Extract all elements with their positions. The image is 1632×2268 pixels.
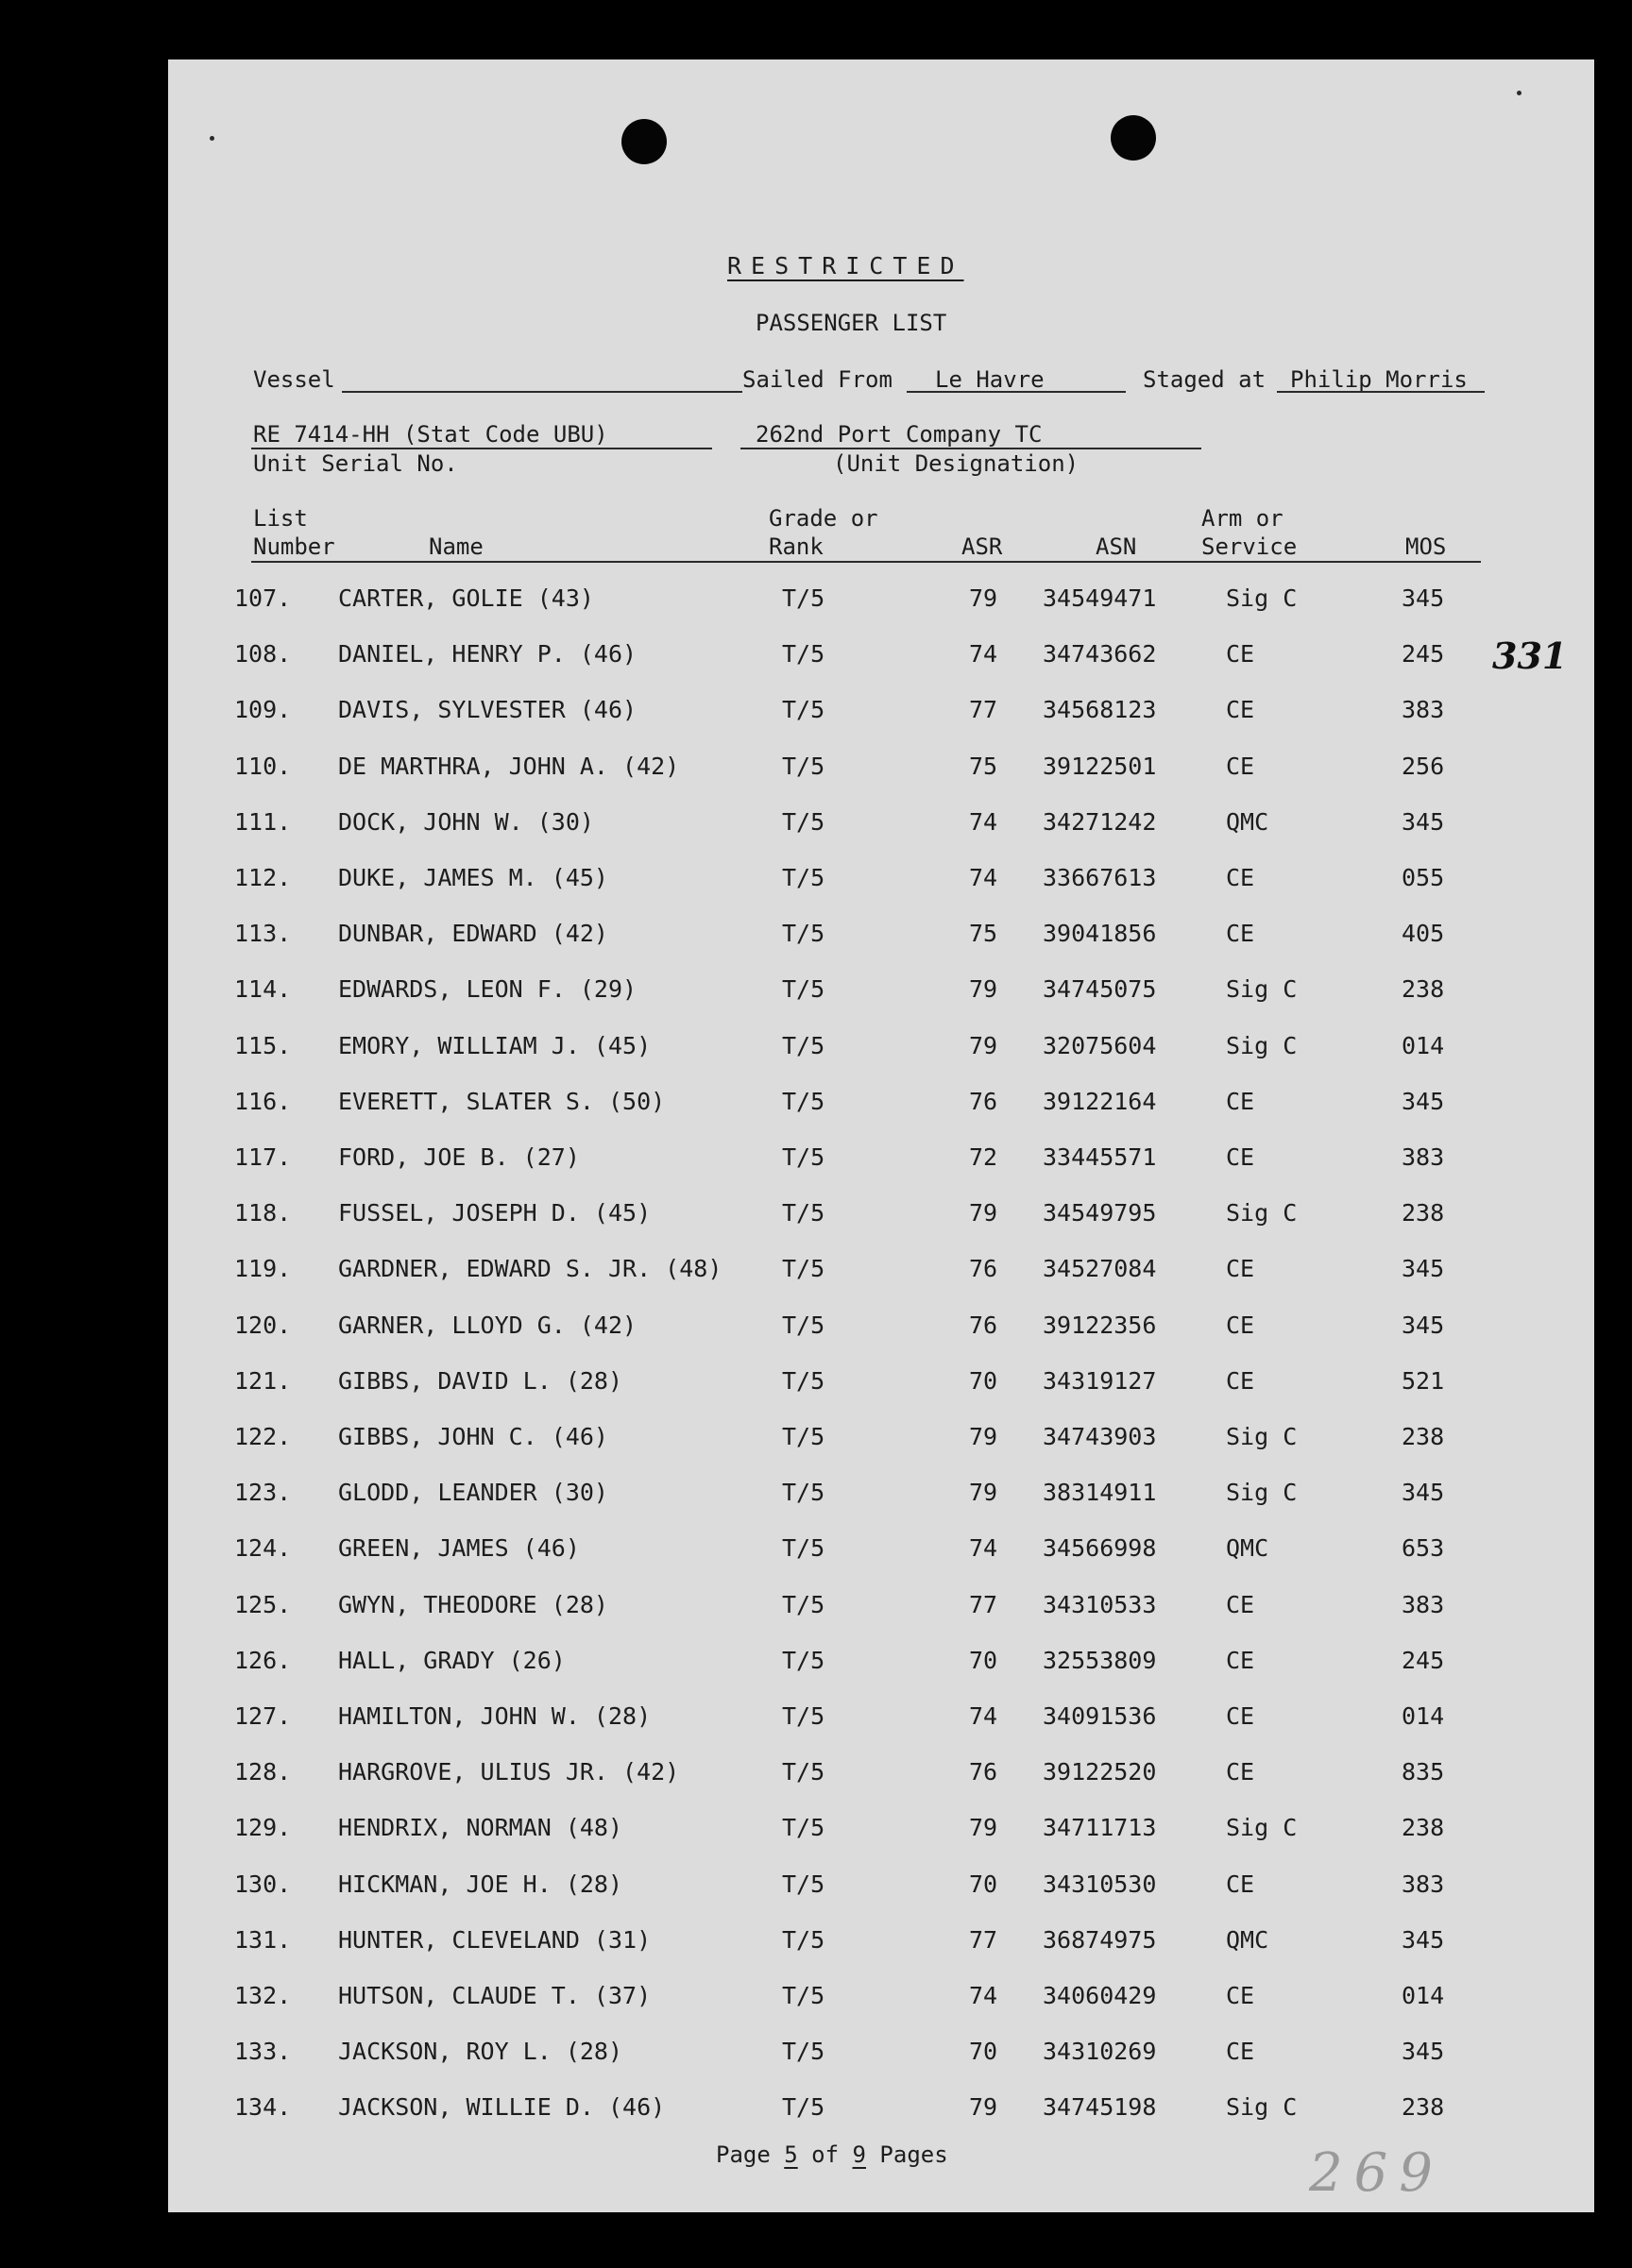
col-name: Name [429,533,484,560]
table-row [0,918,1632,950]
cell-asr: 70 [969,1870,998,1898]
table-row [0,694,1632,726]
cell-grade: T/5 [782,1423,825,1450]
cell-asr: 70 [969,1366,998,1395]
cell-asr: 77 [969,696,998,724]
cell-grade: T/5 [782,1925,825,1954]
table-row [0,2036,1632,2068]
cell-arm: CE [1226,864,1255,891]
cell-asn: 34745198 [1043,2093,1157,2122]
cell-mos: 345 [1402,1311,1445,1339]
cell-grade: T/5 [782,1646,825,1674]
cell-arm: CE [1226,1758,1255,1786]
cell-asn: 33445571 [1043,1143,1157,1171]
cell-arm: Sig C [1226,1814,1298,1842]
table-row [0,1030,1632,1062]
cell-name: DANIEL, HENRY P. (46) [338,640,638,669]
cell-asr: 76 [969,1758,998,1786]
cell-num: 133. [234,2038,292,2066]
cell-arm: CE [1226,2038,1255,2066]
cell-mos: 653 [1402,1534,1445,1563]
table-row [0,862,1632,894]
cell-num: 126. [234,1646,292,1674]
table-row [0,1980,1632,2012]
cell-arm: Sig C [1226,975,1298,1004]
table-row [0,2091,1632,2124]
cell-asn: 39122164 [1043,1087,1157,1115]
cell-grade: T/5 [782,1143,825,1171]
col-mos: MOS [1405,533,1447,560]
cell-name: HICKMAN, JOE H. (28) [338,1870,623,1898]
cell-asn: 34549471 [1043,584,1157,612]
cell-name: HALL, GRADY (26) [338,1646,566,1674]
cell-num: 108. [234,640,292,669]
cell-mos: 345 [1402,1479,1445,1507]
cell-name: FUSSEL, JOSEPH D. (45) [338,1199,652,1227]
table-row [0,806,1632,838]
cell-asr: 77 [969,1590,998,1618]
table-row [0,1869,1632,1901]
cell-num: 130. [234,1870,292,1898]
cell-mos: 345 [1402,1925,1445,1954]
cell-name: DUNBAR, EDWARD (42) [338,920,608,948]
cell-grade: T/5 [782,975,825,1004]
cell-asn: 34743662 [1043,640,1157,669]
document-title: PASSENGER LIST [756,310,947,336]
cell-num: 121. [234,1366,292,1395]
cell-num: 128. [234,1758,292,1786]
cell-arm: CE [1226,1702,1255,1730]
sailed-from-label: Sailed From [742,366,892,393]
cell-num: 125. [234,1590,292,1618]
cell-asn: 34527084 [1043,1255,1157,1283]
cell-num: 114. [234,975,292,1004]
cell-name: DAVIS, SYLVESTER (46) [338,696,638,724]
col-list-number-line1: List [253,505,308,532]
cell-name: GIBBS, DAVID L. (28) [338,1366,623,1395]
unit-serial-label: Unit Serial No. [253,450,458,477]
cell-mos: 835 [1402,1758,1445,1786]
cell-asr: 79 [969,584,998,612]
cell-name: GWYN, THEODORE (28) [338,1590,608,1618]
cell-asn: 34310533 [1043,1590,1157,1618]
cell-asr: 76 [969,1087,998,1115]
cell-mos: 238 [1402,2093,1445,2122]
cell-mos: 256 [1402,752,1445,780]
cell-num: 132. [234,1982,292,2009]
cell-mos: 521 [1402,1366,1445,1395]
cell-name: HUTSON, CLAUDE T. (37) [338,1982,652,2009]
cell-num: 119. [234,1255,292,1283]
table-row [0,1532,1632,1565]
cell-asr: 75 [969,920,998,948]
cell-grade: T/5 [782,696,825,724]
cell-asr: 72 [969,1143,998,1171]
cell-num: 113. [234,920,292,948]
cell-arm: QMC [1226,1925,1269,1954]
cell-asr: 76 [969,1311,998,1339]
cell-mos: 345 [1402,2038,1445,2066]
table-row [0,1477,1632,1509]
cell-mos: 345 [1402,1087,1445,1115]
cell-grade: T/5 [782,864,825,891]
cell-mos: 014 [1402,1982,1445,2009]
cell-asr: 76 [969,1255,998,1283]
cell-name: GARDNER, EDWARD S. JR. (48) [338,1255,722,1283]
cell-grade: T/5 [782,1702,825,1730]
cell-mos: 345 [1402,807,1445,836]
page-total: 9 [852,2141,866,2168]
cell-name: FORD, JOE B. (27) [338,1143,580,1171]
cell-asn: 36874975 [1043,1925,1157,1954]
cell-mos: 055 [1402,864,1445,891]
cell-asn: 39122356 [1043,1311,1157,1339]
cell-mos: 383 [1402,1870,1445,1898]
cell-asr: 74 [969,1534,998,1563]
cell-asr: 79 [969,1031,998,1059]
cell-arm: CE [1226,696,1255,724]
cell-arm: QMC [1226,807,1269,836]
cell-arm: CE [1226,920,1255,948]
cell-arm: Sig C [1226,1479,1298,1507]
cell-name: CARTER, GOLIE (43) [338,584,594,612]
cell-name: EMORY, WILLIAM J. (45) [338,1031,652,1059]
cell-asr: 77 [969,1925,998,1954]
cell-grade: T/5 [782,1982,825,2009]
table-row [0,1197,1632,1229]
cell-num: 134. [234,2093,292,2122]
cell-name: HAMILTON, JOHN W. (28) [338,1702,652,1730]
cell-asr: 74 [969,640,998,669]
cell-arm: CE [1226,752,1255,780]
table-row [0,1142,1632,1174]
cell-name: GARNER, LLOYD G. (42) [338,1311,638,1339]
cell-name: GLODD, LEANDER (30) [338,1479,608,1507]
cell-name: DOCK, JOHN W. (30) [338,807,594,836]
table-row [0,583,1632,615]
cell-mos: 238 [1402,1199,1445,1227]
page-word: Page [716,2141,771,2168]
cell-num: 111. [234,807,292,836]
cell-mos: 014 [1402,1031,1445,1059]
cell-grade: T/5 [782,1255,825,1283]
cell-arm: CE [1226,1143,1255,1171]
cell-name: EDWARDS, LEON F. (29) [338,975,638,1004]
cell-asn: 34310530 [1043,1870,1157,1898]
cell-num: 120. [234,1311,292,1339]
cell-asn: 34310269 [1043,2038,1157,2066]
cell-asr: 79 [969,1814,998,1842]
table-row [0,1589,1632,1621]
cell-grade: T/5 [782,1087,825,1115]
cell-asn: 34566998 [1043,1534,1157,1563]
cell-arm: CE [1226,1590,1255,1618]
cell-num: 131. [234,1925,292,1954]
cell-arm: Sig C [1226,1199,1298,1227]
cell-asn: 34745075 [1043,975,1157,1004]
cell-arm: CE [1226,1255,1255,1283]
cell-grade: T/5 [782,2038,825,2066]
staged-at-label: Staged at [1143,366,1266,393]
cell-grade: T/5 [782,920,825,948]
sailed-from-value: Le Havre [935,366,1045,393]
cell-num: 112. [234,864,292,891]
cell-asr: 79 [969,1199,998,1227]
col-grade-line2: Rank [769,533,824,560]
cell-mos: 383 [1402,1143,1445,1171]
staged-at-value: Philip Morris [1290,366,1468,393]
cell-grade: T/5 [782,1031,825,1059]
cell-asn: 34743903 [1043,1423,1157,1450]
table-row [0,1086,1632,1118]
cell-asn: 39122520 [1043,1758,1157,1786]
cell-name: JACKSON, ROY L. (28) [338,2038,623,2066]
cell-num: 127. [234,1702,292,1730]
cell-asn: 33667613 [1043,864,1157,891]
cell-mos: 245 [1402,1646,1445,1674]
cell-asn: 34568123 [1043,696,1157,724]
cell-grade: T/5 [782,752,825,780]
cell-asn: 32553809 [1043,1646,1157,1674]
table-row [0,751,1632,783]
cell-grade: T/5 [782,1366,825,1395]
col-arm-line2: Service [1201,533,1298,560]
cell-asn: 34549795 [1043,1199,1157,1227]
pages-word: Pages [879,2141,948,2168]
cell-asn: 34091536 [1043,1702,1157,1730]
cell-arm: Sig C [1226,2093,1298,2122]
classification-heading: RESTRICTED [727,252,964,279]
cell-grade: T/5 [782,1199,825,1227]
cell-name: JACKSON, WILLIE D. (46) [338,2093,666,2122]
table-row [0,1365,1632,1397]
cell-num: 118. [234,1199,292,1227]
cell-name: HARGROVE, ULIUS JR. (42) [338,1758,680,1786]
cell-asn: 34060429 [1043,1982,1157,2009]
page-footer [716,2141,948,2168]
cell-num: 123. [234,1479,292,1507]
cell-grade: T/5 [782,584,825,612]
cell-asr: 74 [969,1982,998,2009]
cell-num: 124. [234,1534,292,1563]
table-row [0,973,1632,1006]
table-row [0,1701,1632,1733]
pencil-page-number: 269 [1309,2142,1444,2204]
cell-num: 115. [234,1031,292,1059]
cell-name: HUNTER, CLEVELAND (31) [338,1925,652,1954]
cell-name: DUKE, JAMES M. (45) [338,864,608,891]
cell-grade: T/5 [782,1758,825,1786]
cell-grade: T/5 [782,1814,825,1842]
cell-asn: 32075604 [1043,1031,1157,1059]
cell-grade: T/5 [782,1534,825,1563]
cell-mos: 238 [1402,1814,1445,1842]
cell-grade: T/5 [782,1479,825,1507]
cell-mos: 238 [1402,1423,1445,1450]
cell-grade: T/5 [782,1590,825,1618]
cell-asn: 38314911 [1043,1479,1157,1507]
col-asn: ASN [1096,533,1137,560]
cell-mos: 238 [1402,975,1445,1004]
cell-arm: Sig C [1226,1423,1298,1450]
cell-arm: CE [1226,1982,1255,2009]
cell-arm: CE [1226,1366,1255,1395]
col-grade-line1: Grade or [769,505,878,532]
cell-asn: 39122501 [1043,752,1157,780]
cell-grade: T/5 [782,1870,825,1898]
cell-num: 122. [234,1423,292,1450]
cell-mos: 345 [1402,584,1445,612]
cell-name: GREEN, JAMES (46) [338,1534,580,1563]
cell-grade: T/5 [782,2093,825,2122]
table-row [0,1924,1632,1956]
cell-mos: 014 [1402,1702,1445,1730]
cell-arm: QMC [1226,1534,1269,1563]
cell-asr: 74 [969,1702,998,1730]
cell-num: 129. [234,1814,292,1842]
cell-asr: 79 [969,2093,998,2122]
cell-num: 110. [234,752,292,780]
table-row [0,1421,1632,1453]
cell-num: 117. [234,1143,292,1171]
cell-grade: T/5 [782,1311,825,1339]
cell-asr: 75 [969,752,998,780]
cell-asn: 34711713 [1043,1814,1157,1842]
cell-arm: Sig C [1226,1031,1298,1059]
cell-arm: CE [1226,1870,1255,1898]
cell-asr: 79 [969,1423,998,1450]
cell-asn: 39041856 [1043,920,1157,948]
cell-mos: 383 [1402,1590,1445,1618]
col-list-number-line2: Number [253,533,335,560]
cell-asr: 74 [969,807,998,836]
cell-asr: 70 [969,1646,998,1674]
stamped-page-number: 331 [1492,635,1568,677]
table-row [0,638,1632,670]
cell-arm: CE [1226,1646,1255,1674]
unit-designation-value: 262nd Port Company TC [756,421,1043,448]
cell-arm: CE [1226,1087,1255,1115]
cell-mos: 345 [1402,1255,1445,1283]
table-row [0,1310,1632,1342]
cell-name: HENDRIX, NORMAN (48) [338,1814,623,1842]
page-current: 5 [784,2141,798,2168]
col-asr: ASR [961,533,1003,560]
cell-arm: CE [1226,640,1255,669]
cell-num: 109. [234,696,292,724]
cell-name: DE MARTHRA, JOHN A. (42) [338,752,680,780]
cell-name: EVERETT, SLATER S. (50) [338,1087,666,1115]
cell-grade: T/5 [782,640,825,669]
cell-arm: Sig C [1226,584,1298,612]
cell-num: 116. [234,1087,292,1115]
table-row [0,1645,1632,1677]
cell-arm: CE [1226,1311,1255,1339]
of-word: of [811,2141,840,2168]
table-row [0,1812,1632,1844]
table-row [0,1756,1632,1788]
cell-asr: 70 [969,2038,998,2066]
cell-asr: 74 [969,864,998,891]
cell-num: 107. [234,584,292,612]
cell-asn: 34319127 [1043,1366,1157,1395]
cell-asn: 34271242 [1043,807,1157,836]
table-row [0,1253,1632,1285]
cell-asr: 79 [969,1479,998,1507]
cell-mos: 383 [1402,696,1445,724]
cell-grade: T/5 [782,807,825,836]
cell-asr: 79 [969,975,998,1004]
cell-mos: 405 [1402,920,1445,948]
unit-designation-label: (Unit Designation) [833,450,1080,477]
col-arm-line1: Arm or [1201,505,1284,532]
cell-mos: 245 [1402,640,1445,669]
cell-name: GIBBS, JOHN C. (46) [338,1423,608,1450]
unit-serial-value: RE 7414-HH (Stat Code UBU) [253,421,608,448]
vessel-label: Vessel [253,366,335,393]
